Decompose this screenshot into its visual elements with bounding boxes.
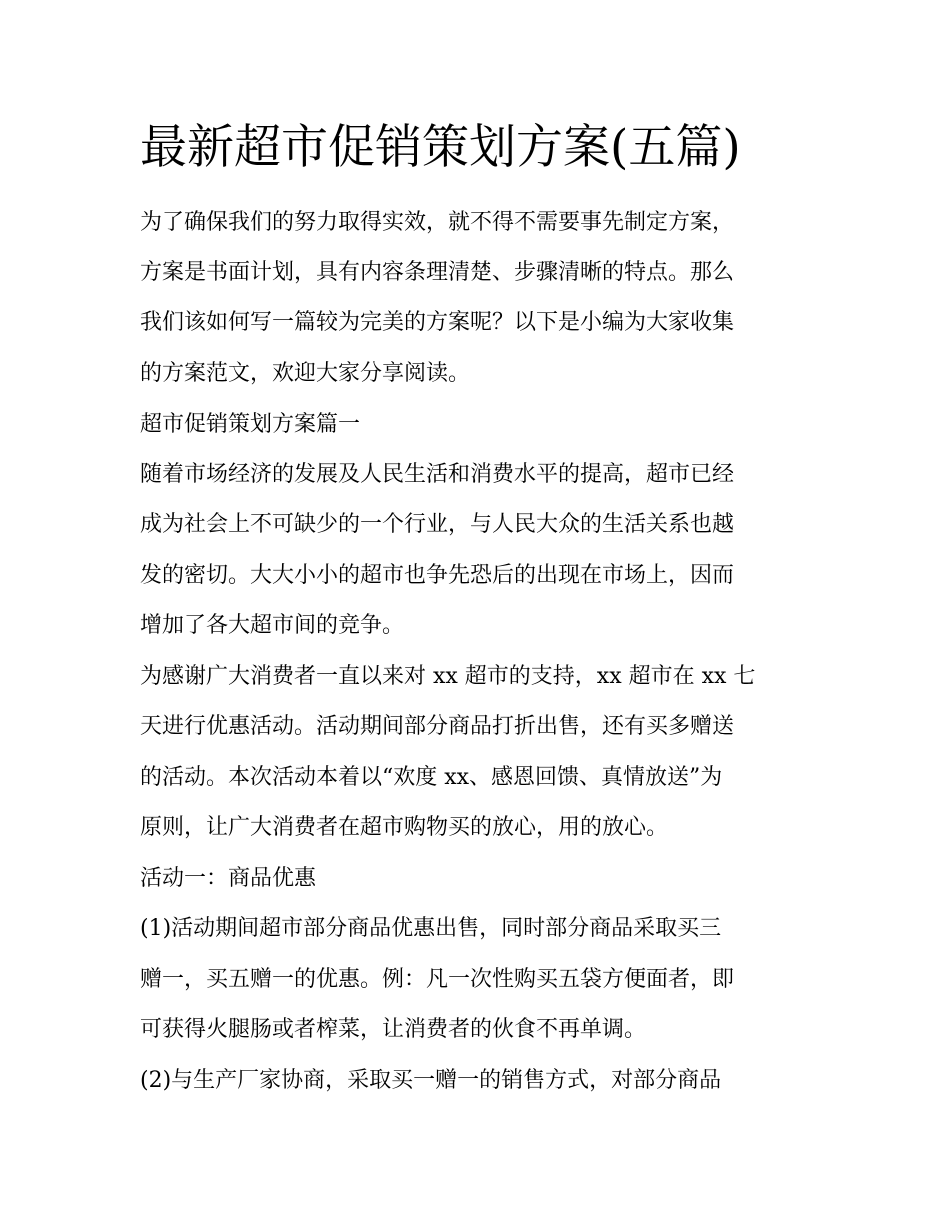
- list-item-line: (1)活动期间超市部分商品优惠出售，同时部分商品采取买三: [140, 916, 722, 941]
- paragraph-line: 天进行优惠活动。活动期间部分商品打折出售，还有买多赠送: [140, 714, 735, 739]
- paragraph-line: 为感谢广大消费者一直以来对 xx 超市的支持，xx 超市在 xx 七: [140, 664, 756, 689]
- paragraph-line: 的活动。本次活动本着以“欢度 xx、感恩回馈、真情放送”为: [140, 765, 723, 790]
- list-item-line: 可获得火腿肠或者榨菜，让消费者的伙食不再单调。: [140, 1017, 647, 1042]
- list-item-line: 赠一，买五赠一的优惠。例：凡一次性购买五袋方便面者，即: [140, 967, 735, 992]
- activity-heading: 活动一：商品优惠: [140, 866, 317, 891]
- intro-line-1: 为了确保我们的努力取得实效，就不得不需要事先制定方案，: [140, 210, 735, 235]
- section-heading: 超市促销策划方案篇一: [140, 412, 361, 437]
- paragraph-line: 增加了各大超市间的竞争。: [140, 613, 405, 638]
- paragraph-line: 原则，让广大消费者在超市购物买的放心，用的放心。: [140, 815, 669, 840]
- document-title: 最新超市促销策划方案(五篇): [140, 120, 741, 175]
- intro-line-3: 我们该如何写一篇较为完美的方案呢？以下是小编为大家收集: [140, 310, 735, 335]
- intro-line-2: 方案是书面计划，具有内容条理清楚、步骤清晰的特点。那么: [140, 260, 735, 285]
- paragraph-line: 成为社会上不可缺少的一个行业，与人民大众的生活关系也越: [140, 512, 735, 537]
- paragraph-line: 随着市场经济的发展及人民生活和消费水平的提高，超市已经: [140, 462, 735, 487]
- intro-line-4: 的方案范文，欢迎大家分享阅读。: [140, 361, 471, 386]
- paragraph-line: 发的密切。大大小小的超市也争先恐后的出现在市场上，因而: [140, 563, 735, 588]
- list-item-line: (2)与生产厂家协商，采取买一赠一的销售方式，对部分商品: [140, 1068, 722, 1093]
